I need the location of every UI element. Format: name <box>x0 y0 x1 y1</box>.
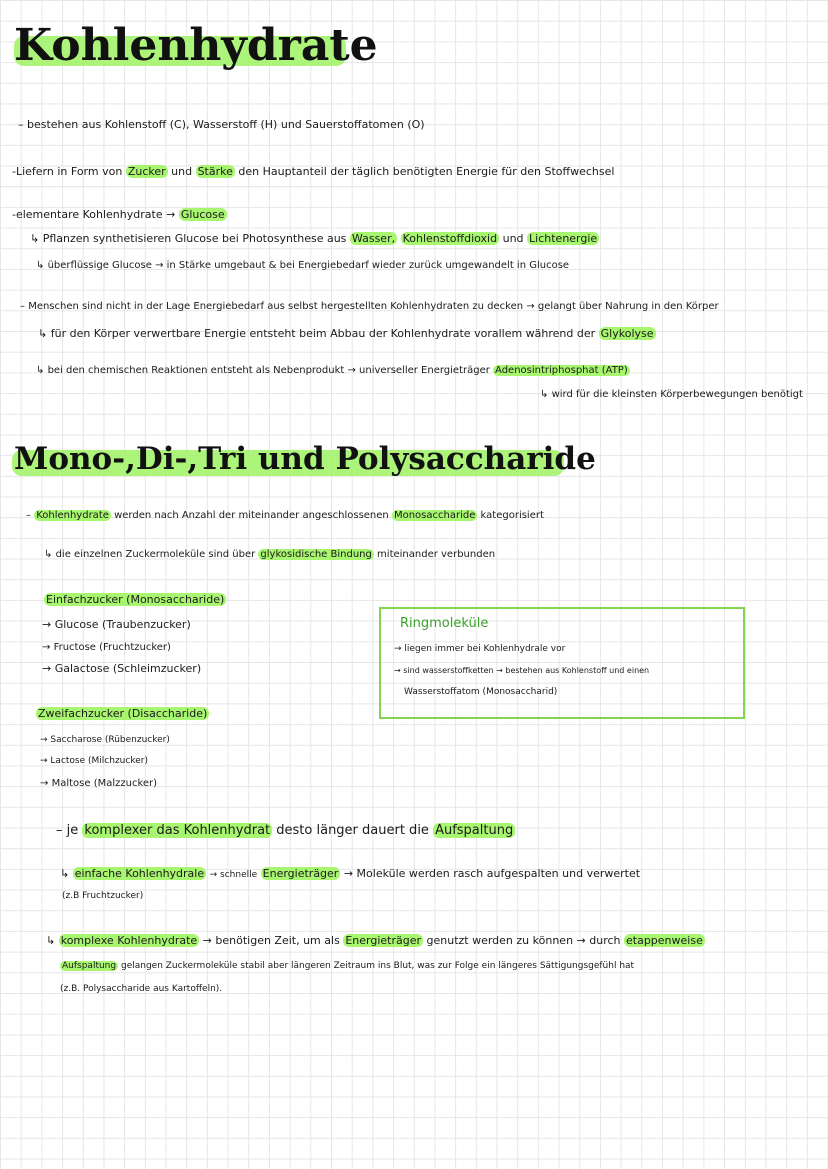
list-item: → Maltose (Malzzucker) <box>40 778 158 789</box>
box-line: Wasserstoffatom (Monosaccharid) <box>404 687 558 697</box>
dash-icon: – <box>18 118 24 131</box>
line-glycosidic: ↳ die einzelnen Zuckermoleküle sind über glykosidische Bindung miteinander verbunden <box>44 549 496 560</box>
line-starch: ↳ überflüssige Glucose → in Stärke umgebaut & bei Energiebedarf wieder zurück umgewandelt in Glucose <box>36 260 570 271</box>
arrow-icon: → <box>40 756 48 766</box>
line-elementary: -elementare Kohlenhydrate → Glucose <box>12 208 225 221</box>
return-arrow-icon: ↳ <box>46 934 56 947</box>
return-arrow-icon: ↳ <box>60 867 70 880</box>
return-arrow-icon: ↳ <box>38 327 48 340</box>
box-title: Ringmoleküle <box>400 616 489 631</box>
line-atp: ↳ bei den chemischen Reaktionen entsteht als Nebenprodukt → universeller Energieträger Adenosintriphosphat (ATP) <box>36 365 628 376</box>
dash-icon: – <box>26 510 31 521</box>
arrow-icon: → <box>40 735 48 745</box>
di-heading: Zweifachzucker (Disaccharide) <box>38 707 208 720</box>
box-line: → sind wasserstoffketten → bestehen aus Kohlenstoff und einen <box>394 666 650 675</box>
arrow-icon: → <box>40 778 49 789</box>
arrow-icon: → <box>394 644 402 654</box>
arrow-icon: → <box>42 642 51 653</box>
highlight-atp: Adenosintriphosphat (ATP) <box>495 365 628 376</box>
list-item: → Fructose (Fruchtzucker) <box>42 642 171 653</box>
highlight-glykolyse: Glykolyse <box>600 327 654 340</box>
highlight-zucker: Zucker <box>127 165 166 178</box>
highlight-staerke: Stärke <box>197 165 233 178</box>
line-example-potato: (z.B. Polysaccharide aus Kartoffeln). <box>60 984 223 994</box>
line-example-fruit: (z.B Fruchtzucker) <box>62 891 144 901</box>
box-line: → liegen immer bei Kohlenhydrale vor <box>394 644 566 654</box>
highlight-glykosidische-bindung: glykosidische Bindung <box>260 549 372 560</box>
list-item: → Galactose (Schleimzucker) <box>42 662 202 675</box>
line-categorized: – Kohlenhydrate werden nach Anzahl der miteinander angeschlossenen Monosaccharide kategorisiert <box>26 510 544 521</box>
dash-icon: – <box>56 823 63 838</box>
highlight-glucose: Glucose <box>180 208 225 221</box>
line-movement: ↳ wird für die kleinsten Körperbewegungen benötigt <box>540 389 803 400</box>
line-glycolysis: ↳ für den Körper verwertbare Energie entsteht beim Abbau der Kohlenhydrate vorallem während der Glykolyse <box>38 327 654 340</box>
list-item: → Saccharose (Rübenzucker) <box>40 735 170 745</box>
arrow-icon: → <box>166 208 176 221</box>
list-item: → Lactose (Milchzucker) <box>40 756 148 766</box>
line-humans: – Menschen sind nicht in der Lage Energiebedarf aus selbst hergestellten Kohlenhydraten zu decken → gelangt über Nahrung in den Körper <box>20 301 719 312</box>
dash-icon: – <box>20 301 25 312</box>
line-complex-carbs: ↳ komplexe Kohlenhydrate → benötigen Zeit, um als Energieträger genutzt werden zu können → durch etappenweise <box>46 934 703 947</box>
line-photosynthesis: ↳ Pflanzen synthetisieren Glucose bei Photosynthese aus Wasser, Kohlenstoffdioxid und Lichtenergie <box>30 232 598 245</box>
return-arrow-icon: ↳ <box>540 389 549 400</box>
line-energy: -Liefern in Form von Zucker und Stärke den Hauptanteil der täglich benötigten Energie für den Stoffwechsel <box>12 165 615 178</box>
mono-heading: Einfachzucker (Monosaccharide) <box>46 593 225 606</box>
arrow-icon: → <box>42 618 52 631</box>
return-arrow-icon: ↳ <box>36 365 45 376</box>
return-arrow-icon: ↳ <box>36 260 45 271</box>
line-complexity: – je komplexer das Kohlenhydrat desto länger dauert die Aufspaltung <box>56 823 514 838</box>
return-arrow-icon: ↳ <box>44 549 53 560</box>
section-title: Mono-,Di-,Tri und Polysaccharide <box>14 441 596 477</box>
arrow-icon: → <box>42 662 52 675</box>
page-title: Kohlenhydrate <box>14 20 378 71</box>
line-simple-carbs: ↳ einfache Kohlenhydrale → schnelle Energieträger → Moleküle werden rasch aufgespalten und verwertet <box>60 867 641 880</box>
line-composition: – bestehen aus Kohlenstoff (C), Wasserstoff (H) und Sauerstoffatomen (O) <box>18 118 425 131</box>
line-blood: Aufspaltung gelangen Zuckermoleküle stabil aber längeren Zeitraum ins Blut, was zur Folge ein längeres Sättigungsgefühl hat <box>62 961 635 971</box>
list-item: → Glucose (Traubenzucker) <box>42 618 191 631</box>
return-arrow-icon: ↳ <box>30 232 40 245</box>
arrow-icon: → <box>394 666 401 675</box>
